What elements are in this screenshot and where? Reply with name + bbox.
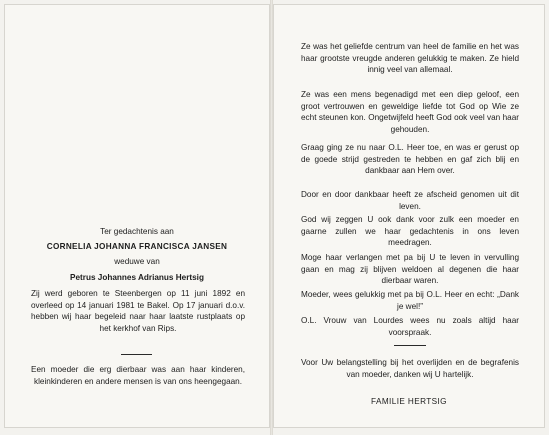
paragraph-lourdes: O.L. Vrouw van Lourdes wees nu zoals altijd haar voorspraak. [301,316,519,337]
divider-rule [394,345,426,346]
paragraph-prayer: God wij zeggen U ook dank voor zulk een moeder en gaarne zullen we haar gedachtenis in ons leven meedragen. [301,215,519,248]
paragraph-wish: Moge haar verlangen met pa bij U te leven in vervulling gaan en mag zij blijven weldoen al degenen die haar dierbaar waren. [301,253,519,286]
paragraph-thanks-mother: Moeder, wees gelukkig met pa bij O.L. Heer en echt: „Dank je wel!” [301,290,519,311]
spouse-name: Petrus Johannes Adrianus Hertsig [70,273,204,282]
closing-paragraph: Een moeder die erg dierbaar was aan haar kinderen, kleinkinderen en andere mensen is van ons heengegaan. [31,365,245,386]
biography-paragraph: Zij werd geboren te Steenbergen op 11 juni 1892 en overleed op 14 januari 1981 te Bakel. Op 17 januari d.o.v. hebben wij haar begeleid naar haar laatste rustplaats op het kerkhof van Rips. [31,289,245,333]
divider-rule [121,354,152,355]
in-memory-line: Ter gedachtenis aan [100,227,174,236]
left-page [4,4,270,428]
deceased-name: CORNELIA JOHANNA FRANCISCA JANSEN [46,242,228,251]
right-page [273,4,545,428]
paragraph-farewell: Graag ging ze nu naar O.L. Heer toe, en was er gerust op de goede strijd gestreden te hebben en gaf zich blij en dankbaar aan Hem over. [301,143,519,176]
widow-of-line: weduwe van [114,257,160,266]
paragraph-gratitude: Door en door dankbaar heeft ze afscheid genomen uit dit leven. [301,190,519,211]
paragraph-family: Ze was het geliefde centrum van heel de familie en het was haar grootste vreugde anderen gelukkig te maken. Ze hield innig veel van allemaal. [301,42,519,75]
family-signature: FAMILIE HERTSIG [371,397,447,406]
thanks-paragraph: Voor Uw belangstelling bij het overlijden en de begrafenis van moeder, danken wij U hartelijk. [301,358,519,379]
paragraph-faith: Ze was een mens begenadigd met een diep geloof, een groot vertrouwen en geweldige liefde tot God op Wie ze echt steunen kon. Ongetwijfeld heeft God ook veel van haar gehouden. [301,90,519,134]
